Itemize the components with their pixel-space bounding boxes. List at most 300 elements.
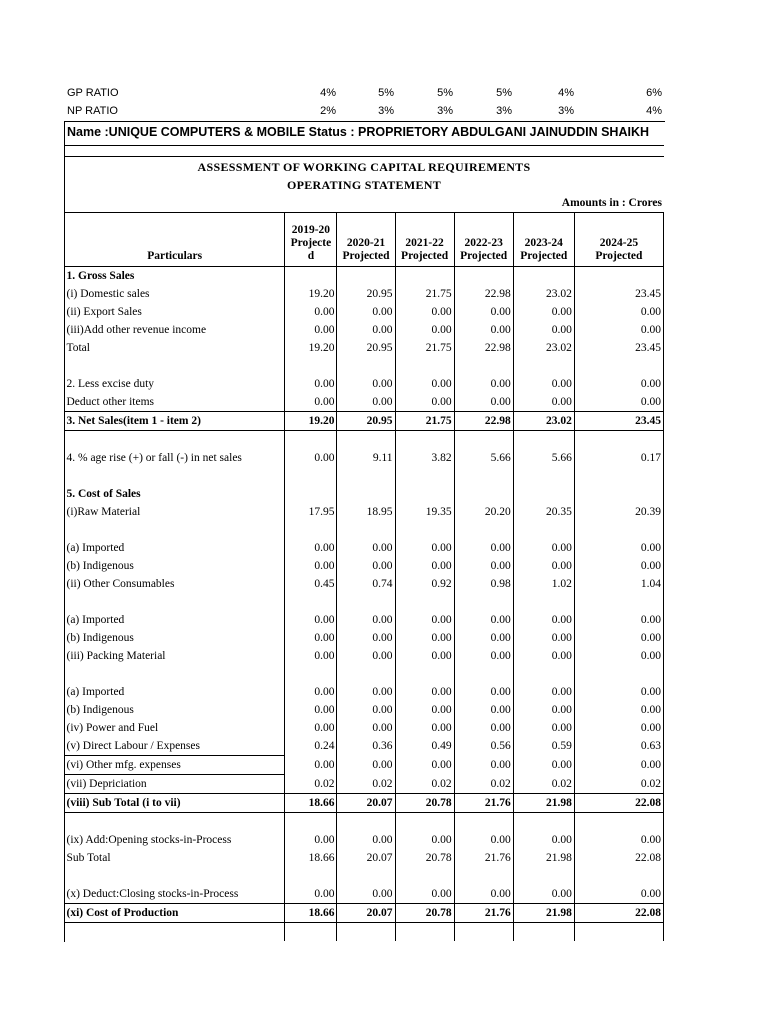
value-cell: 0.00 — [337, 885, 395, 904]
value-cell: 0.00 — [574, 375, 663, 393]
value-cell: 0.00 — [337, 303, 395, 321]
value-cell: 5.66 — [454, 449, 513, 467]
empty-cell — [454, 431, 513, 450]
value-cell: 0.49 — [395, 737, 454, 756]
empty-cell — [285, 593, 337, 611]
table-row — [65, 831, 664, 849]
value-cell: 0.74 — [337, 575, 395, 593]
value-cell: 0.00 — [513, 557, 574, 575]
value-cell: 0.36 — [337, 737, 395, 756]
table-row — [65, 719, 664, 737]
value-cell: 0.00 — [395, 885, 454, 904]
table-row — [65, 449, 664, 467]
empty-cell — [574, 665, 663, 683]
value-cell: 0.00 — [285, 303, 337, 321]
value-cell: 0.00 — [574, 303, 663, 321]
value-cell: 23.45 — [574, 339, 663, 357]
value-cell: 0.00 — [574, 885, 663, 904]
empty-cell — [337, 665, 395, 683]
value-cell: 21.98 — [513, 794, 574, 813]
value-cell: 0.00 — [395, 683, 454, 701]
value-cell: 0.00 — [337, 831, 395, 849]
value-cell: 0.00 — [395, 611, 454, 629]
empty-cell — [285, 521, 337, 539]
empty-cell — [513, 485, 574, 503]
report-subtitle: OPERATING STATEMENT — [286, 178, 442, 192]
np-ratio-label: NP RATIO — [67, 105, 118, 117]
value-cell: 20.07 — [337, 904, 395, 923]
value-cell: 0.92 — [395, 575, 454, 593]
value-cell: 0.00 — [285, 683, 337, 701]
header-rule — [64, 156, 664, 157]
value-cell: 0.24 — [285, 737, 337, 756]
row-label: (vi) Other mfg. expenses — [65, 756, 285, 775]
value-cell: 23.02 — [513, 339, 574, 357]
total-row — [65, 412, 664, 431]
value-cell: 0.00 — [454, 831, 513, 849]
spacer-row — [65, 923, 664, 942]
value-cell: 18.66 — [285, 904, 337, 923]
value-cell: 0.00 — [337, 756, 395, 775]
value-cell: 21.75 — [395, 412, 454, 431]
empty-cell — [574, 431, 663, 450]
value-cell: 20.78 — [395, 794, 454, 813]
empty-cell — [395, 593, 454, 611]
row-label: (vii) Depriciation — [65, 775, 285, 794]
value-cell: 0.00 — [574, 831, 663, 849]
value-cell: 0.00 — [395, 321, 454, 339]
table-row — [65, 647, 664, 665]
value-cell: 0.00 — [454, 647, 513, 665]
spacer-row — [65, 431, 664, 450]
empty-cell — [454, 521, 513, 539]
spacer-row — [65, 593, 664, 611]
value-cell: 22.98 — [454, 412, 513, 431]
value-cell: 0.00 — [513, 321, 574, 339]
section-row — [65, 485, 664, 503]
value-cell: 0.00 — [454, 375, 513, 393]
row-label: (viii) Sub Total (i to vii) — [65, 794, 285, 813]
value-cell: 0.00 — [513, 393, 574, 412]
gp-ratio-value: 5% — [496, 87, 512, 99]
total-row — [65, 794, 664, 813]
table-row — [65, 285, 664, 303]
value-cell: 0.00 — [513, 719, 574, 737]
empty-cell — [513, 923, 574, 942]
year-header: 2020-21 Projected — [337, 213, 395, 267]
row-label: Sub Total — [65, 849, 285, 867]
value-cell: 0.00 — [454, 756, 513, 775]
empty-cell — [513, 267, 574, 286]
value-cell: 0.00 — [513, 375, 574, 393]
value-cell: 21.76 — [454, 904, 513, 923]
value-cell: 20.78 — [395, 904, 454, 923]
value-cell: 0.59 — [513, 737, 574, 756]
row-label: (iv) Power and Fuel — [65, 719, 285, 737]
value-cell: 1.04 — [574, 575, 663, 593]
table-row — [65, 849, 664, 867]
value-cell: 0.00 — [395, 831, 454, 849]
value-cell: 23.02 — [513, 412, 574, 431]
empty-cell — [454, 665, 513, 683]
value-cell: 18.95 — [337, 503, 395, 521]
empty-cell — [513, 431, 574, 450]
value-cell: 0.00 — [574, 719, 663, 737]
value-cell: 0.00 — [454, 611, 513, 629]
row-label: (ii) Other Consumables — [65, 575, 285, 593]
spacer-row — [65, 665, 664, 683]
value-cell: 0.00 — [574, 756, 663, 775]
value-cell: 0.00 — [395, 719, 454, 737]
year-header: 2019-20 Projecte d — [285, 213, 337, 267]
firm-name-bar — [64, 121, 704, 145]
empty-cell — [285, 813, 337, 832]
value-cell: 0.00 — [454, 885, 513, 904]
value-cell: 20.07 — [337, 794, 395, 813]
row-label: (b) Indigenous — [65, 557, 285, 575]
empty-cell — [65, 521, 285, 539]
value-cell: 0.00 — [337, 321, 395, 339]
value-cell: 21.75 — [395, 339, 454, 357]
table-row — [65, 737, 664, 756]
value-cell: 0.00 — [395, 629, 454, 647]
empty-cell — [574, 467, 663, 485]
row-label: (b) Indigenous — [65, 701, 285, 719]
np-ratio-value: 4% — [646, 105, 662, 117]
value-cell: 0.00 — [285, 629, 337, 647]
row-label: (ix) Add:Opening stocks-in-Process — [65, 831, 285, 849]
value-cell: 0.00 — [285, 557, 337, 575]
value-cell: 0.00 — [395, 557, 454, 575]
empty-cell — [285, 867, 337, 885]
value-cell: 0.00 — [337, 719, 395, 737]
empty-cell — [513, 593, 574, 611]
table-row — [65, 611, 664, 629]
empty-cell — [454, 357, 513, 375]
empty-cell — [337, 923, 395, 942]
value-cell: 0.00 — [337, 375, 395, 393]
value-cell: 0.00 — [513, 701, 574, 719]
gp-ratio-value: 5% — [437, 87, 453, 99]
empty-cell — [513, 521, 574, 539]
table-row — [65, 629, 664, 647]
value-cell: 20.39 — [574, 503, 663, 521]
empty-cell — [337, 467, 395, 485]
value-cell: 0.00 — [454, 683, 513, 701]
table-row — [65, 683, 664, 701]
value-cell: 0.00 — [395, 303, 454, 321]
value-cell: 3.82 — [395, 449, 454, 467]
empty-cell — [395, 813, 454, 832]
value-cell: 23.45 — [574, 285, 663, 303]
np-ratio-value: 3% — [558, 105, 574, 117]
value-cell: 19.20 — [285, 285, 337, 303]
empty-cell — [454, 867, 513, 885]
value-cell: 20.07 — [337, 849, 395, 867]
header-rule — [64, 145, 664, 146]
value-cell: 0.00 — [513, 611, 574, 629]
spacer-row — [65, 813, 664, 832]
empty-cell — [285, 431, 337, 450]
empty-cell — [513, 813, 574, 832]
value-cell: 0.00 — [285, 375, 337, 393]
table-row — [65, 303, 664, 321]
value-cell: 21.75 — [395, 285, 454, 303]
empty-cell — [454, 467, 513, 485]
empty-cell — [513, 867, 574, 885]
table-row — [65, 339, 664, 357]
value-cell: 19.20 — [285, 339, 337, 357]
empty-cell — [574, 521, 663, 539]
value-cell: 0.00 — [574, 321, 663, 339]
operating-statement-table — [64, 212, 664, 941]
empty-cell — [285, 485, 337, 503]
row-label: (x) Deduct:Closing stocks-in-Process — [65, 885, 285, 904]
empty-cell — [574, 867, 663, 885]
empty-cell — [285, 267, 337, 286]
gp-ratio-value: 6% — [646, 87, 662, 99]
value-cell: 0.00 — [574, 557, 663, 575]
value-cell: 0.00 — [574, 647, 663, 665]
value-cell: 0.00 — [513, 629, 574, 647]
empty-cell — [395, 485, 454, 503]
value-cell: 1.02 — [513, 575, 574, 593]
value-cell: 5.66 — [513, 449, 574, 467]
total-row — [65, 904, 664, 923]
row-label: (b) Indigenous — [65, 629, 285, 647]
empty-cell — [337, 267, 395, 286]
value-cell: 0.98 — [454, 575, 513, 593]
value-cell: 0.00 — [337, 393, 395, 412]
gp-ratio-label: GP RATIO — [67, 87, 119, 99]
np-ratio-value: 3% — [437, 105, 453, 117]
section-row — [65, 267, 664, 286]
empty-cell — [574, 593, 663, 611]
spacer-row — [65, 357, 664, 375]
value-cell: 0.63 — [574, 737, 663, 756]
table-row — [65, 375, 664, 393]
empty-cell — [395, 267, 454, 286]
empty-cell — [395, 923, 454, 942]
value-cell: 17.95 — [285, 503, 337, 521]
value-cell: 0.00 — [513, 683, 574, 701]
gp-ratio-value: 4% — [558, 87, 574, 99]
row-label: (i) Domestic sales — [65, 285, 285, 303]
ratio-summary — [0, 85, 768, 121]
gp-ratio-row — [0, 85, 768, 103]
table-row — [65, 701, 664, 719]
empty-cell: 5. Cost of Sales — [65, 485, 285, 503]
table-row — [65, 756, 664, 775]
value-cell: 0.00 — [285, 719, 337, 737]
empty-cell — [454, 485, 513, 503]
value-cell: 0.00 — [337, 701, 395, 719]
empty-cell — [337, 521, 395, 539]
value-cell: 0.00 — [574, 393, 663, 412]
value-cell: 0.00 — [337, 611, 395, 629]
value-cell: 0.00 — [285, 831, 337, 849]
table-row — [65, 503, 664, 521]
value-cell: 0.00 — [454, 393, 513, 412]
year-header: 2022-23 Projected — [454, 213, 513, 267]
empty-cell — [337, 485, 395, 503]
value-cell: 21.76 — [454, 849, 513, 867]
value-cell: 0.00 — [337, 629, 395, 647]
row-label: (ii) Export Sales — [65, 303, 285, 321]
value-cell: 0.00 — [513, 885, 574, 904]
row-label: 2. Less excise duty — [65, 375, 285, 393]
empty-cell — [574, 923, 663, 942]
empty-cell — [65, 593, 285, 611]
np-ratio-row — [0, 103, 768, 121]
value-cell: 0.00 — [395, 756, 454, 775]
row-label: (xi) Cost of Production — [65, 904, 285, 923]
value-cell: 0.00 — [454, 629, 513, 647]
empty-cell — [454, 593, 513, 611]
empty-cell — [337, 593, 395, 611]
empty-cell — [513, 467, 574, 485]
empty-cell — [574, 357, 663, 375]
value-cell: 22.08 — [574, 904, 663, 923]
report-title: ASSESSMENT OF WORKING CAPITAL REQUIREMENTS — [197, 160, 531, 174]
spacer-row — [65, 521, 664, 539]
table-row — [65, 557, 664, 575]
value-cell: 20.78 — [395, 849, 454, 867]
value-cell: 0.00 — [337, 647, 395, 665]
empty-cell — [395, 521, 454, 539]
row-label: Total — [65, 339, 285, 357]
spacer-row — [65, 867, 664, 885]
empty-cell — [513, 357, 574, 375]
empty-cell — [574, 813, 663, 832]
empty-cell — [65, 467, 285, 485]
value-cell: 0.00 — [285, 449, 337, 467]
value-cell: 0.02 — [513, 775, 574, 794]
empty-cell — [337, 357, 395, 375]
value-cell: 0.00 — [454, 701, 513, 719]
empty-cell — [395, 467, 454, 485]
value-cell: 18.66 — [285, 849, 337, 867]
table-row — [65, 321, 664, 339]
value-cell: 0.02 — [285, 775, 337, 794]
row-label: (v) Direct Labour / Expenses — [65, 737, 285, 756]
value-cell: 0.45 — [285, 575, 337, 593]
value-cell: 0.00 — [513, 647, 574, 665]
value-cell: 18.66 — [285, 794, 337, 813]
empty-cell — [574, 267, 663, 286]
row-label: (a) Imported — [65, 539, 285, 557]
empty-cell — [574, 485, 663, 503]
value-cell: 0.00 — [454, 557, 513, 575]
value-cell: 0.00 — [337, 683, 395, 701]
np-ratio-value: 3% — [496, 105, 512, 117]
value-cell: 0.00 — [574, 683, 663, 701]
value-cell: 0.00 — [395, 393, 454, 412]
year-header: 2023-24 Projected — [513, 213, 574, 267]
value-cell: 0.00 — [513, 303, 574, 321]
value-cell: 19.35 — [395, 503, 454, 521]
value-cell: 0.00 — [574, 611, 663, 629]
value-cell: 0.00 — [454, 539, 513, 557]
value-cell: 22.98 — [454, 285, 513, 303]
row-label: (iii)Add other revenue income — [65, 321, 285, 339]
empty-cell — [454, 923, 513, 942]
np-ratio-value: 3% — [378, 105, 394, 117]
value-cell: 0.00 — [285, 539, 337, 557]
year-header: 2024-25 Projected — [574, 213, 663, 267]
value-cell: 20.95 — [337, 412, 395, 431]
empty-cell — [513, 665, 574, 683]
value-cell: 0.00 — [285, 611, 337, 629]
value-cell: 0.56 — [454, 737, 513, 756]
value-cell: 0.02 — [337, 775, 395, 794]
value-cell: 0.00 — [513, 539, 574, 557]
table-row — [65, 539, 664, 557]
row-label: (i)Raw Material — [65, 503, 285, 521]
empty-cell — [285, 665, 337, 683]
value-cell: 0.00 — [395, 375, 454, 393]
empty-cell — [65, 357, 285, 375]
value-cell: 0.00 — [285, 647, 337, 665]
table-row — [65, 775, 664, 794]
value-cell: 0.00 — [285, 756, 337, 775]
value-cell: 0.00 — [337, 557, 395, 575]
value-cell: 0.00 — [395, 539, 454, 557]
value-cell: 0.02 — [574, 775, 663, 794]
value-cell: 21.98 — [513, 849, 574, 867]
empty-cell — [65, 867, 285, 885]
row-label: Deduct other items — [65, 393, 285, 412]
row-label: (iii) Packing Material — [65, 647, 285, 665]
value-cell: 22.98 — [454, 339, 513, 357]
value-cell: 19.20 — [285, 412, 337, 431]
value-cell: 0.02 — [395, 775, 454, 794]
row-label: (a) Imported — [65, 611, 285, 629]
empty-cell — [395, 867, 454, 885]
value-cell: 20.95 — [337, 285, 395, 303]
value-cell: 0.00 — [285, 393, 337, 412]
empty-cell — [285, 467, 337, 485]
value-cell: 0.00 — [454, 321, 513, 339]
value-cell: 21.98 — [513, 904, 574, 923]
spacer-row — [65, 467, 664, 485]
empty-cell — [285, 357, 337, 375]
value-cell: 0.17 — [574, 449, 663, 467]
value-cell: 0.00 — [574, 701, 663, 719]
value-cell: 0.00 — [285, 701, 337, 719]
empty-cell — [65, 813, 285, 832]
empty-cell — [65, 665, 285, 683]
empty-cell — [454, 813, 513, 832]
value-cell: 0.00 — [454, 303, 513, 321]
empty-cell — [65, 923, 285, 942]
value-cell: 20.35 — [513, 503, 574, 521]
value-cell: 23.45 — [574, 412, 663, 431]
empty-cell — [337, 867, 395, 885]
gp-ratio-value: 4% — [320, 87, 336, 99]
value-cell: 0.00 — [574, 629, 663, 647]
year-header: 2021-22 Projected — [395, 213, 454, 267]
row-label: (a) Imported — [65, 683, 285, 701]
row-label: 3. Net Sales(item 1 - item 2) — [65, 412, 285, 431]
value-cell: 21.76 — [454, 794, 513, 813]
gp-ratio-value: 5% — [378, 87, 394, 99]
value-cell: 0.02 — [454, 775, 513, 794]
value-cell: 22.08 — [574, 849, 663, 867]
table-header-row — [65, 213, 664, 267]
row-label: 4. % age rise (+) or fall (-) in net sales — [65, 449, 285, 467]
particulars-header: Particulars — [65, 213, 285, 267]
